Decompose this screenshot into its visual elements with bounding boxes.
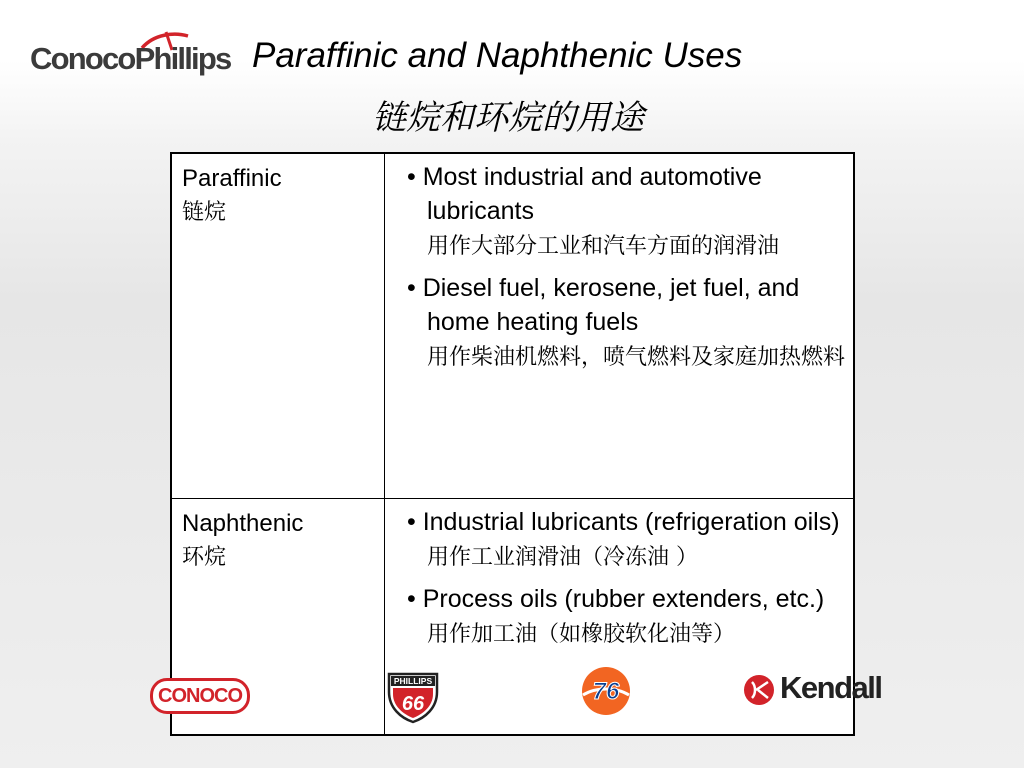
list-item: • Process oils (rubber extenders, etc.) 用作加工油（如橡胶软化油等） [407,582,845,651]
use-text-en: Diesel fuel, kerosene, jet fuel, and home heating fuels [422,274,800,336]
phillips-66-logo [385,668,441,729]
type-cell [171,153,385,498]
use-text-zh: 用作柴油机燃料，喷气燃料及家庭加热燃料 [427,345,846,370]
svg-text:66: 66 [401,693,425,715]
use-text-zh: 用作大部分工业和汽车方面的润滑油 [427,234,780,259]
use-text-en: Most industrial and automotive lubricants [422,163,762,225]
type-name-zh: 链烷 [182,200,227,225]
type-name-en: Paraffinic [182,165,282,192]
svg-text:76: 76 [592,678,620,705]
list-item: • Industrial lubricants (refrigeration oils) 用作工业润滑油（冷冻油 ） [407,505,845,574]
list-item: • Diesel fuel, kerosene, jet fuel, and home heating fuels 用作柴油机燃料，喷气燃料及家庭加热燃料 [407,271,845,374]
use-text-zh: 用作工业润滑油（冷冻油 ） [427,544,698,570]
list-item: • Most industrial and automotive lubricants 用作大部分工业和汽车方面的润滑油 [407,160,845,263]
logo-wordmark: ConocoPhillips [30,41,231,76]
uses-cell [385,153,855,498]
type-name-en: Naphthenic [182,509,304,537]
use-text-zh: 用作加工油（如橡胶软化油等） [427,621,736,647]
kendall-emblem-icon [742,674,776,706]
table-row [171,153,854,498]
type-name-zh: 环烷 [182,544,227,570]
uses-table [170,152,855,736]
conoco-logo: CONOCO [150,678,250,714]
76-ball-icon [580,665,632,717]
kendall-wordmark: Kendall [780,670,882,705]
phillips-66-shield-icon [385,668,441,724]
page-title: Paraffinic and Naphthenic Uses [252,36,743,75]
conocophillips-logo [30,30,230,80]
svg-text:PHILLIPS: PHILLIPS [393,676,433,686]
76-logo [580,665,632,722]
kendall-logo [742,670,902,710]
use-text-en: Industrial lubricants (refrigeration oils) [422,507,840,536]
use-text-en: Process oils (rubber extenders, etc.) [422,584,825,613]
page-subtitle: 链烷和环烷的用途 [372,98,644,138]
